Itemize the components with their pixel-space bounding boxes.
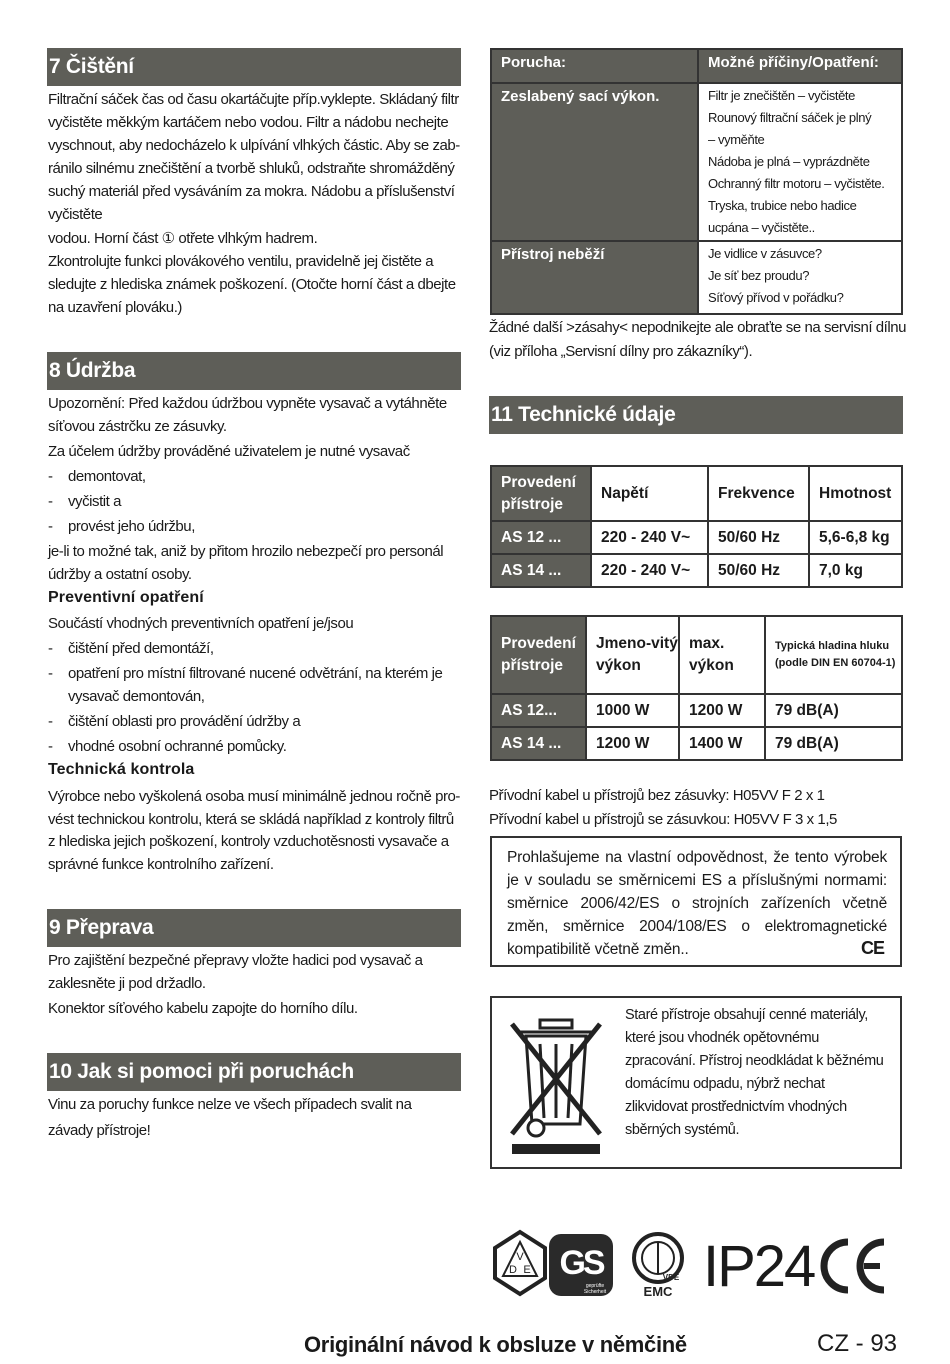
cable-spec: Přívodní kabel u přístrojů bez zásuvky: H05VV F 2 x 1 — [489, 787, 825, 804]
text-line: Součástí vhodných preventivních opatření je/jsou — [48, 615, 354, 632]
spec-header: Hmotnost — [809, 466, 902, 521]
spec-header: Jmeno-vitý výkon — [586, 616, 679, 694]
cause-cell — [698, 83, 902, 241]
text-line: vést technickou kontrolu, která se skládá například z kontroly filtrů — [48, 811, 454, 828]
text-line: z hlediska jejich poškození, kontroly vzduchotěsnosti vysavače a — [48, 833, 449, 850]
text-line: Vinu za poruchy funkce nelze ve všech případech svalit na — [48, 1096, 412, 1113]
header-fault: Porucha: — [491, 49, 698, 83]
svg-text:EMC: EMC — [643, 1284, 673, 1299]
subheading-inspection: Technická kontrola — [48, 761, 195, 778]
text-line: vodou. Horní část ① otřete vlhkým hadrem. — [48, 230, 318, 247]
cause-line: Síťový přívod v pořádku? — [708, 290, 844, 305]
section-heading-technical: 11 Technické údaje — [489, 396, 903, 434]
cable-spec: Přívodní kabel u přístrojů se zásuvkou: H05VV F 3 x 1,5 — [489, 811, 837, 828]
cause-cell — [698, 241, 902, 314]
text-line: vyschnout, aby nedocházelo k ulpívání vlhkých částic. Aby se zab- — [48, 137, 460, 154]
text-line: Upozornění: Před každou údržbou vypněte vysavač a vytáhněte — [48, 395, 447, 412]
spec-model-cell: AS 14 ... — [491, 727, 586, 760]
weee-line: které jsou vhodnék opětovnému — [625, 1030, 819, 1046]
spec-header: Provedení přístroje — [491, 616, 586, 694]
cause-line: Tryska, trubice nebo hadice — [708, 198, 857, 213]
text-line: údržby a ostatní osoby. — [48, 566, 192, 583]
text-line: správné funkce kontrolního zařízení. — [48, 856, 274, 873]
spec-cell: 7,0 kg — [809, 554, 902, 587]
cause-line: Je síť bez proudu? — [708, 268, 810, 283]
text-line: suchý materiál před vysáváním za mokra. Nádobu a příslušenství — [48, 183, 455, 200]
svg-text:D: D — [509, 1264, 517, 1276]
weee-line: domácímu odpadu, nýbrž nechat — [625, 1076, 825, 1092]
fault-cell: Zeslabený sací výkon. — [491, 83, 698, 241]
cause-line: Ochranný filtr motoru – vyčistěte. — [708, 176, 885, 191]
crossed-bin-icon — [500, 1006, 612, 1158]
spec-cell: 220 - 240 V~ — [591, 554, 708, 587]
vde-emc-icon — [627, 1230, 689, 1300]
text-line: síťovou zástrčku ze zásuvky. — [48, 418, 227, 435]
spec-cell: 1200 W — [586, 727, 679, 760]
cause-line: Rounový filtrační sáček je plný — [708, 110, 872, 125]
text-line: závady přístroje! — [48, 1122, 151, 1139]
text-line: ránilo silnému znečištění a tvorbě shluků, odstraňte shromážděný — [48, 160, 455, 177]
spec-model-cell: AS 12 ... — [491, 521, 591, 554]
text-line: Za účelem údržby prováděné uživatelem je nutné vysavač — [48, 443, 410, 460]
svg-text:VDE: VDE — [662, 1273, 680, 1282]
spec-cell: 220 - 240 V~ — [591, 521, 708, 554]
service-note-line: Žádné další >zásahy< nepodnikejte ale obraťte se na servisní dílnu — [489, 319, 907, 336]
svg-text:V: V — [516, 1251, 524, 1263]
conformity-declaration — [490, 836, 902, 967]
spec-header: Provedení přístroje — [491, 466, 591, 521]
spec-table-power — [490, 615, 903, 761]
spec-header: Napětí — [591, 466, 708, 521]
spec-cell: 1000 W — [586, 694, 679, 727]
section-heading-transport: 9 Přeprava — [47, 909, 461, 947]
weee-line: zpracování. Přístroj neodkládat k běžnému — [625, 1053, 884, 1069]
svg-text:Sicherheit: Sicherheit — [583, 1289, 607, 1295]
ce-mark-icon — [818, 1236, 890, 1296]
spec-cell: 1200 W — [679, 694, 765, 727]
spec-cell: 5,6-6,8 kg — [809, 521, 902, 554]
spec-cell: 50/60 Hz — [708, 554, 809, 587]
fault-table — [490, 48, 903, 315]
cause-line: Filtr je znečištěn – vyčistěte — [708, 88, 855, 103]
ce-mark-small: CE — [861, 938, 885, 958]
page-number: CZ - 93 — [817, 1330, 898, 1357]
spec-header: Frekvence — [708, 466, 809, 521]
text-line: Konektor síťového kabelu zapojte do horního dílu. — [48, 1000, 358, 1017]
section-heading-maintenance: 8 Údržba — [47, 352, 461, 390]
weee-text — [625, 1004, 895, 1142]
spec-header: max. výkon — [679, 616, 765, 694]
fault-cell: Přístroj neběží — [491, 241, 698, 314]
spec-cell: 1400 W — [679, 727, 765, 760]
cause-line: Nádoba je plná – vyprázdněte — [708, 154, 870, 169]
text-line: Výrobce nebo vyškolená osoba musí minimálně jednou ročně pro- — [48, 788, 460, 805]
spec-cell: 50/60 Hz — [708, 521, 809, 554]
spec-cell: 79 dB(A) — [765, 694, 902, 727]
text-line: Filtrační sáček čas od času okartáčujte příp.vyklepte. Skládaný filtr — [48, 91, 459, 108]
spec-cell: 79 dB(A) — [765, 727, 902, 760]
declaration-text: Prohlašujeme na vlastní odpovědnost, že tento výrobek je v souladu se směrnicemi ES a příslušnými normami: směrnice 2006/42/ES o strojních zařízeních včetně změn, směrnice 2004/108/ES o elektromagnetické kompatibilitě včetně změn.. — [507, 849, 887, 958]
gs-icon — [547, 1232, 615, 1298]
vde-icon — [489, 1228, 551, 1298]
svg-text:E: E — [523, 1264, 531, 1276]
text-line: vyčistěte — [48, 206, 103, 223]
spec-model-cell: AS 12... — [491, 694, 586, 727]
text-line: je-li to možné tak, aniž by přitom hrozilo nebezpečí pro personál — [48, 543, 444, 560]
spec-table-electrical — [490, 465, 903, 588]
cause-line: ucpána – vyčistěte.. — [708, 220, 815, 235]
weee-line: sběrných systémů. — [625, 1122, 740, 1138]
text-line: vyčistěte měkkým kartáčem nebo vodou. Filtr a nádobu nechejte — [48, 114, 449, 131]
spec-header: Typická hladina hluku (podle DIN EN 60704-1) — [765, 616, 902, 694]
section-heading-cleaning: 7 Čištění — [47, 48, 461, 86]
footer-title: Originální návod k obsluze v němčině — [304, 1332, 687, 1357]
cause-line: – vyměňte — [708, 132, 765, 147]
spec-model-cell: AS 14 ... — [491, 554, 591, 587]
section-heading-troubleshooting: 10 Jak si pomoci při poruchách — [47, 1053, 461, 1091]
text-line: na uzavření plováku.) — [48, 299, 182, 316]
weee-line: zlikvidovat prostřednictvím vhodných — [625, 1099, 847, 1115]
header-cause: Možné příčiny/Opatření: — [698, 49, 902, 83]
ip-rating: IP24 — [703, 1234, 815, 1299]
text-line: sledujte z hlediska známek poškození. (Otočte horní část a dbejte — [48, 276, 456, 293]
text-line: Pro zajištění bezpečné přepravy vložte hadici pod vysavač a — [48, 952, 423, 969]
weee-line: Staré přístroje obsahují cenné materiály, — [625, 1007, 868, 1023]
svg-text:GS: GS — [559, 1244, 603, 1282]
disposal-notice — [490, 996, 902, 1169]
svg-text:geprüfte: geprüfte — [585, 1283, 605, 1289]
cause-line: Je vidlice v zásuvce? — [708, 246, 822, 261]
subheading-preventive: Preventivní opatření — [48, 589, 204, 606]
text-line: Zkontrolujte funkci plovákového ventilu, pravidelně jej čistěte a — [48, 253, 434, 270]
service-note-line: (viz příloha „Servisní dílny pro zákazníky“). — [489, 343, 753, 360]
text-line: zaklesněte ji pod držadlo. — [48, 975, 206, 992]
